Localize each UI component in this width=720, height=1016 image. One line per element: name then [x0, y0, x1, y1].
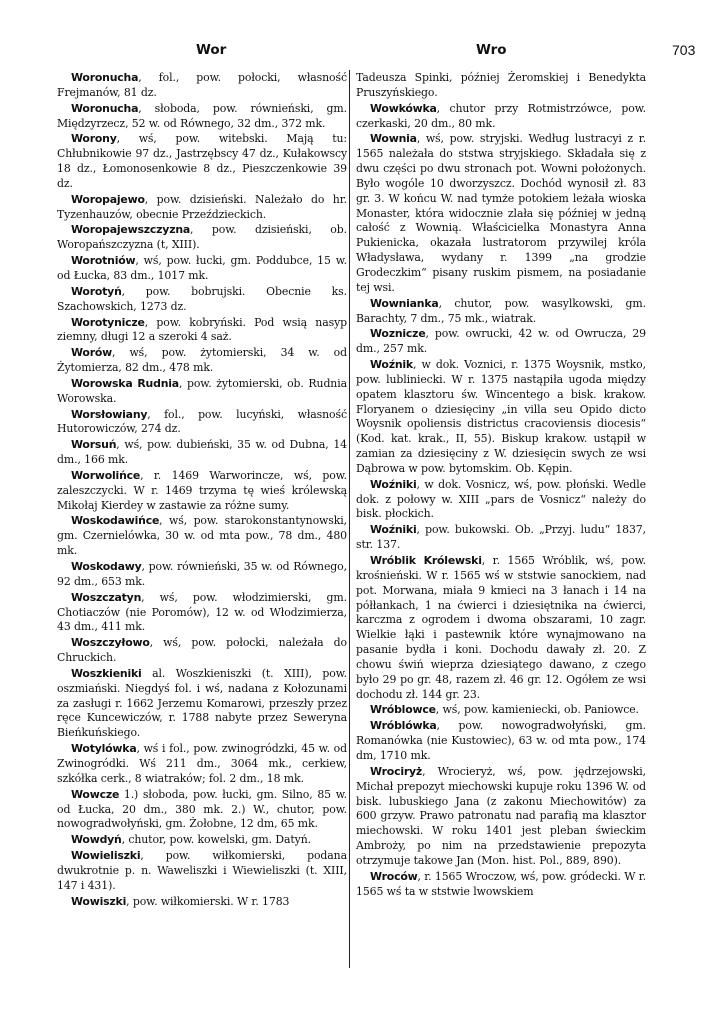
- entry-text: , wś, pow. żytomierski, 34 w. od Żytomierza, 82 dm., 478 mk.: [57, 346, 347, 375]
- entry-headword: Wowkówka: [370, 101, 437, 115]
- entry-text: , pow. owrucki, 42 w. od Owrucza, 29 dm., 257 mk.: [356, 327, 646, 356]
- entry-text: , wś, pow. witebski. Mają tu: Chłubnikowie 97 dz., Jastrzębscy 47 dz., Kułakowscy 18 dz., Łomonosenkowie 8 dz., Pieszczenkowie 39 dz.: [57, 132, 347, 190]
- entry-headword: Woszczyłowo: [71, 636, 150, 650]
- entry-text: , wś, pow. kamieniecki, ob. Paniowce.: [435, 703, 639, 717]
- entry-headword: Wróblowce: [370, 703, 436, 717]
- entry-text: , pow. bukowski. Ob. „Przyj. ludu“ 1837, str. 137.: [356, 523, 646, 552]
- dictionary-entry: [57, 438, 347, 468]
- dictionary-entry: [57, 346, 347, 376]
- entry-headword: Wowiszki: [71, 894, 127, 908]
- dictionary-entry: [356, 719, 646, 764]
- entry-text: , pow. wiłkomierski, podana dwukrotnie p. n. Waweliszki i Wiewieliszki (t. XIII, 147 i 431).: [57, 849, 347, 892]
- entry-text: , pow. wiłkomierski. W r. 1783: [126, 894, 290, 908]
- entry-text: , pow. kobryński. Pod wsią nasyp ziemny, długi 12 a szeroki 4 saż.: [57, 315, 347, 344]
- entry-headword: Wróblówka: [370, 719, 437, 733]
- entry-headword: Woźniki: [370, 523, 417, 537]
- dictionary-entry: [356, 870, 646, 900]
- entry-headword: Wowieliszki: [71, 849, 141, 863]
- entry-text: al. Woszkieniszki (t. XIII), pow. oszmiański. Niegdyś fol. i wś, nadana z Kołozunami za zasługi r. 1662 Jerzemu Komarowi, przeszły przez ręce Kuncewiczów, r. 1788 nabyte przez Seweryna Bieńkuńskiego.: [57, 666, 347, 740]
- entry-headword: Worsuń: [71, 438, 117, 452]
- header-left-keyword: Wor: [196, 42, 227, 58]
- dictionary-entry: [57, 71, 347, 101]
- entry-text: , r. 1469 Warworincze, wś, pow. zaleszczycki. W r. 1469 trzyma tę wieś królewską Mikołaj Kierdey w zastawie za różne sumy.: [57, 468, 347, 512]
- entry-headword: Wroców: [370, 869, 418, 883]
- entry-text: , wś, pow. połocki, należała do Chruckich.: [57, 636, 347, 665]
- dictionary-entry: [57, 285, 347, 315]
- dictionary-entry: [57, 591, 347, 636]
- entry-text: , wś, pow. starokonstantynowski, gm. Czernielówka, 30 w. od mta pow., 78 dm., 480 mk.: [57, 514, 347, 558]
- entry-headword: Woszczatyn: [71, 590, 142, 604]
- entry-headword: Worowska Rudnia: [71, 376, 179, 390]
- entry-headword: Wróblik Królewski: [370, 554, 482, 567]
- dictionary-entry: [356, 132, 646, 295]
- dictionary-entry: [356, 765, 646, 869]
- entry-headword: Worotyń: [71, 284, 122, 298]
- entry-headword: Worów: [71, 346, 113, 360]
- header-right-keyword: Wro: [476, 42, 507, 58]
- entry-text: , pow. żytomierski, ob. Rudnia Worowska.: [57, 376, 347, 405]
- entry-text: , wś, pow. włodzimierski, gm. Chotiaczów (nie Poromów), 12 w. od Włodzimierza, 43 dm., 411 mk.: [57, 590, 347, 634]
- entry-text: Tadeusza Spinki, później Żeromskiej i Benedykta Pruszyńskiego.: [356, 71, 646, 99]
- entry-headword: Woskodawińce: [71, 514, 160, 528]
- entry-text: , pow. bobrujski. Obecnie ks. Szachowskich, 1273 dz.: [57, 284, 347, 313]
- dictionary-entry: [356, 554, 646, 702]
- dictionary-entry: [57, 377, 347, 407]
- entry-text: , wś, pow. dubieński, 35 w. od Dubna, 14 dm., 166 mk.: [57, 438, 347, 467]
- right-column: [356, 71, 646, 971]
- dictionary-entry: [57, 636, 347, 666]
- entry-text: 1.) słoboda, pow. łucki, gm. Silno, 85 w. od Łucka, 20 dm., 380 mk. 2.) W., chutor, pow. nowogradwołyński, gm. Żołobne, 12 dm, 65 mk.: [57, 787, 347, 831]
- entry-headword: Woskodawy: [71, 560, 142, 573]
- dictionary-entry: [356, 523, 646, 553]
- column-divider: [349, 70, 350, 968]
- dictionary-entry: [57, 895, 347, 910]
- dictionary-entry: [57, 742, 347, 787]
- entry-headword: Wownia: [370, 132, 417, 146]
- entry-headword: Worwolińce: [71, 468, 141, 482]
- dictionary-entry: [356, 71, 646, 101]
- left-column: [57, 71, 347, 971]
- entry-headword: Woropajewo: [71, 192, 145, 206]
- entry-headword: Worony: [71, 132, 117, 146]
- entry-text: , r. 1565 Wróblik, wś, pow. krośnieński. W r. 1565 wś w ststwie sanockiem, nad pot. Morwana, miała 9 kmieci na 3 łanach i 14 na półłankach, 1 na ćwierci i dziesiętnika na ćwierci, karczma z ogrodem i dwoma obszarami, 10 zagr. Wielkie łąki i pastewnik które wynajmowano na pasanie bydła i koni. Dochodu dawały zł. 20. Z chowu świń wieprza dziesiątego dawano, z czego było 29 po gr. 48, razem zł. 46 gr. 12. Ogółem ze wsi dochodu zł. 144 gr. 23.: [356, 554, 646, 701]
- entry-headword: Wotylówka: [71, 742, 137, 756]
- dictionary-entry: [356, 478, 646, 523]
- entry-headword: Woźniki: [370, 477, 417, 491]
- entry-headword: Worsłowiany: [71, 407, 148, 421]
- dictionary-entry: [57, 193, 347, 223]
- entry-headword: Wowcze: [71, 787, 120, 801]
- entry-text: , pow. nowogradwołyński, gm. Romanówka (nie Kustowiec), 63 w. od mta pow., 174 dm, 1710 mk.: [356, 719, 646, 762]
- entry-text: , chutor, pow. wasylkowski, gm. Barachty, 7 dm., 75 mk., wiatrak.: [356, 296, 646, 325]
- dictionary-entry: [57, 560, 347, 590]
- entry-text: , chutor, pow. kowelski, gm. Datyń.: [121, 833, 311, 847]
- entry-text: , pow. dzisieński. Należało do hr. Tyzenhauzów, obecnie Przeździeckich.: [57, 192, 347, 221]
- dictionary-entry: [57, 132, 347, 191]
- dictionary-entry: [57, 254, 347, 284]
- entry-text: , fol., pow. lucyński, własność Hutorowiczów, 274 dz.: [57, 407, 347, 436]
- dictionary-entry: [57, 833, 347, 848]
- dictionary-entry: [57, 788, 347, 833]
- entry-text: , w dok. Vosnicz, wś, pow. płoński. Wedle dok. z połowy w. XIII „pars de Vosnicz“ należy do bisk. płockich.: [356, 477, 646, 521]
- dictionary-entry: [57, 514, 347, 559]
- dictionary-entry: [57, 469, 347, 514]
- entry-headword: Woznicze: [370, 327, 426, 341]
- dictionary-entry: [57, 408, 347, 438]
- entry-text: , pow. dzisieński, ob. Woropańszczyzna (t, XIII).: [57, 223, 347, 252]
- entry-text: , wś i fol., pow. zwinogródzki, 45 w. od Zwinogródki. Wś 211 dm., 3064 mk., cerkiew, szkółka cerk., 8 wiatraków; fol. 2 dm., 18 mk.: [57, 742, 347, 785]
- entry-headword: Wownianka: [370, 296, 439, 310]
- entry-headword: Wowdyń: [71, 833, 122, 847]
- running-header: [0, 42, 720, 66]
- entry-headword: Woronucha: [71, 71, 139, 84]
- dictionary-entry: [57, 223, 347, 253]
- dictionary-entry: [356, 102, 646, 132]
- dictionary-entry: [57, 849, 347, 894]
- entry-text: , pow. równieński, 35 w. od Równego, 92 dm., 653 mk.: [57, 560, 347, 588]
- dictionary-entry: [356, 297, 646, 327]
- dictionary-entry: [57, 316, 347, 346]
- dictionary-entry: [57, 667, 347, 741]
- entry-headword: Worotynicze: [71, 315, 145, 329]
- entry-text: , chutor przy Rotmistrzówce, pow. czerkaski, 20 dm., 80 mk.: [356, 101, 646, 130]
- dictionary-entry: [57, 102, 347, 132]
- entry-headword: Woszkieniki: [71, 666, 142, 680]
- entry-text: , r. 1565 Wroczow, wś, pow. gródecki. W r. 1565 wś ta w ststwie lwowskiem: [356, 869, 646, 898]
- page-number: 703: [672, 42, 696, 58]
- entry-text: , słoboda, pow. równieński, gm. Międzyrzecz, 52 w. od Równego, 32 dm., 372 mk.: [57, 101, 347, 130]
- entry-headword: Wrociryż: [370, 764, 423, 778]
- dictionary-entry: [356, 327, 646, 357]
- entry-headword: Woropajewszczyzna: [71, 223, 191, 237]
- entry-headword: Woronucha: [71, 101, 139, 115]
- entry-text: , wś, pow. łucki, gm. Poddubce, 15 w. od Łucka, 83 dm., 1017 mk.: [57, 254, 347, 282]
- entry-headword: Woźnik: [370, 358, 413, 372]
- dictionary-entry: [356, 703, 646, 718]
- entry-headword: Worotniów: [71, 254, 136, 268]
- entry-text: , fol., pow. połocki, własność Frejmanów, 81 dz.: [57, 71, 347, 99]
- entry-text: , wś, pow. stryjski. Według lustracyi z r. 1565 należała do ststwa stryjskiego. Składała się z dwu części po dwu stronach pot. Wowni położonych. Było wogóle 10 dworzyszcz. Dochód wynosił zł. 83 gr. 3. W końcu W. nad tymże potokiem leżała wioska Monaster, która widocznie zlała się później w jedną całość z Wownią. Właścicielka Monastyra Anna Pukienicka, okazała lustratorom przywilej króla Władysława, wydany r. 1399 „na grodzie Grodeczkim“ pisany ruskim pismem, na posiadanie tej wsi.: [356, 132, 646, 294]
- entry-text: , Wrocieryż, wś, pow. jędrzejowski, Michał prepozyt miechowski kupuje roku 1396 W. od bisk. lubuskiego Jana (z zakonu Miechowitów) za 600 grzyw. Prawo patronatu nad parafią ma klasztor miechowski. W roku 1401 jest pleban świeckim Ambroży, po nim na przedstawienie prepozyta otrzymuje takowe Jan (Mon. hist. Pol., 889, 890).: [356, 764, 646, 867]
- dictionary-entry: [356, 358, 646, 477]
- entry-text: , w dok. Voznici, r. 1375 Woysnik, mstko, pow. lubliniecki. W r. 1375 nastąpiła ugoda między opatem klasztoru św. Wincentego a bisk. krakow. Floryanem o dziesięciny „in villa seu Opido dicto Woysnik opoliensis districtus cracoviensis diocesis“ (Kod. kat. krak., II, 55). Biskup krakow. ustąpił w zamian za dziesięciny z W. dziesięcin swych ze wsi Dąbrowa w pow. bytomskim. Ob. Kępin.: [356, 358, 646, 475]
